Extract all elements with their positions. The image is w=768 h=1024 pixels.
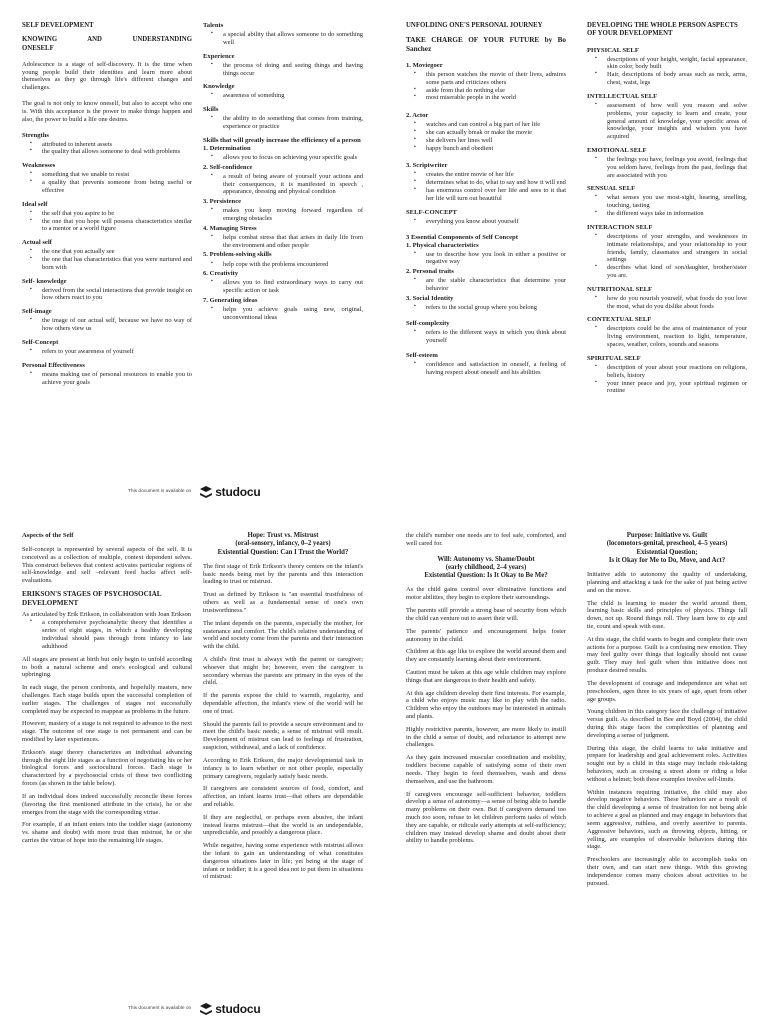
list-item: ▪ are the stable characteristics that determine your behavior <box>406 277 566 293</box>
section-title: UNFOLDING ONE'S PERSONAL JOURNEY <box>406 22 543 29</box>
column-trust-vs-mistrust <box>203 532 363 886</box>
block-heading: Personal Effectiveness <box>22 361 85 369</box>
block-heading: Self-image <box>22 308 52 316</box>
paragraph: Within instances requiring initiative, the child may also develop negative behaviors. These behaviors are a result of the child developing a sense of frustration for not being able to achieve a goal as planned and may engage in behaviors that seem aggressive, ruthless, and overly assertive to parents. Aggressive behaviors, such as throwing objects, hitting, or yelling, are examples of observable behaviors during this stage. <box>587 788 747 851</box>
skill-4-block <box>203 225 363 250</box>
block-heading: 1. Moviegoer <box>406 61 443 69</box>
knowledge-block <box>203 83 363 100</box>
block-heading: 5. Problem-solving skills <box>203 251 272 259</box>
studocu-footer <box>128 1002 260 1017</box>
list-item: ▪ refers to your awareness of yourself <box>22 348 192 356</box>
actor-block <box>406 112 566 152</box>
paragraph: At this age children develop their first interests. For example, a child who enjoys music may like to play with the radio. Children who enjoy the outdoors may be interested in animals and plants. <box>406 689 566 721</box>
stage-age: (locomotors-genital, preschool, 4–5 years) <box>606 540 728 548</box>
block-heading: Experience <box>203 52 235 60</box>
component-2-block <box>406 268 566 293</box>
list-item: ▪ the feelings you have, feelings you avoid, feelings that you seldom have, feelings from the past, feelings that are associated with you <box>587 156 747 179</box>
list-item: ▪ how do you nourish yourself, what foods do you love the most, what do you dislike about foods <box>587 295 747 311</box>
block-heading: Self-esteem <box>406 352 438 360</box>
paragraph: The child is learning to master the world around them, learning basic skills and principles of physics. Things fall down, not up. Round things roll. They learn how to zip and tie, count and speak with ease. <box>587 599 747 630</box>
list-item: ▪ confidence and satisfaction in oneself, a feeling of having respect about oneself and his abilities <box>406 361 566 377</box>
talents-block <box>203 22 363 47</box>
paragraph: Trust as defined by Erikson is "an essential trustfulness of others as well as a fundamental sense of one's own trustworthiness." <box>203 591 363 614</box>
personal-effectiveness-block <box>22 362 192 387</box>
section-subtitle: TAKE CHARGE OF YOUR FUTURE by Bo Sanchez <box>406 36 566 54</box>
paragraph: The parents still provide a strong base of security from which the child can venture out to assert their will. <box>406 607 566 622</box>
scriptwriter-block <box>406 162 566 202</box>
block-heading: 1. Physical characteristics <box>406 241 479 249</box>
nutritional-self-block <box>587 286 747 311</box>
list-item: ▪ allows you to focus on achieving your specific goals <box>203 154 363 162</box>
paragraph: If caregivers are consistent sources of food, comfort, and affection, an infant learns trust—that others are dependable and reliable. <box>203 785 363 808</box>
paragraph: As the child gains control over eliminative functions and motor abilities, they begin to explore their surroundings. <box>406 586 566 602</box>
block-heading: Self-Concept <box>22 338 59 346</box>
block-heading: SPIRITUAL SELF <box>587 354 641 362</box>
block-heading: Talents <box>203 22 224 29</box>
list-item: ▪ the one that has characteristics that you were nurtured and born with <box>22 256 192 272</box>
moviegoer-block <box>406 62 566 102</box>
erikson-heading: ERIKSON'S STAGES OF PSYCHOSOCIAL DEVELOPMENT <box>22 590 162 607</box>
list-item: ▪ derived from the social interactions that provide insight on how others react to you <box>22 287 192 303</box>
ideal-self-block <box>22 201 192 233</box>
list-item: ▪ Hair, descriptions of body areas such as neck, arms, chest, waist, legs <box>587 71 747 87</box>
block-heading: PHYSICAL SELF <box>587 46 639 54</box>
list-item: ▪ a comprehensive psychoanalytic theory that identifies a series of eight stages, in which a healthy developing individual should pass through from infancy to late adulthood <box>22 619 192 650</box>
list-item: ▪ awareness of something <box>203 92 363 100</box>
list-item: ▪ creates the entire movie of her life <box>406 171 566 179</box>
list-item: ▪ she delivers her lines well <box>406 137 566 145</box>
list-item: ▪ aside from that do nothing else <box>406 87 566 95</box>
stage-age: (early childhood, 2–4 years) <box>445 563 527 571</box>
sensual-self-block <box>587 185 747 217</box>
paragraph: Initiative adds to autonomy the quality of undertaking, planning and attacking a task for the sake of just being active and on the move. <box>587 571 747 594</box>
paragraph: In each stage, the person confronts, and hopefully masters, new challenges. Each stage builds upon the successful completion of earlier stages. The challenges of stages not successfully completed may be expected to reappear as problems in the future. <box>22 684 192 715</box>
block-heading: 3. Social Identity <box>406 294 454 302</box>
studocu-wordmark: studocu <box>215 1002 261 1016</box>
paragraph: The development of courage and independence are what set preschoolers, ages three to six years of age, apart from other age groups. <box>587 679 747 703</box>
skill-2-block <box>203 164 363 196</box>
list-item: ▪ happy bunch and obedient <box>406 145 566 153</box>
paragraph: Self-concept is represented by several aspects of the self. It is conceived as a collection of multiple, context dependent selves. This construct believes that context activates particular regions of self-knowledge and self –relevant feed backs affect self-evaluations. <box>22 546 192 585</box>
studocu-logo-icon <box>199 486 213 498</box>
block-heading: 2. Personal traits <box>406 268 454 276</box>
paragraph: While negative, having some experience with mistrust allows the infant to gain an understanding of what constitutes dangerous situations later in life; yet being at the stage of infant or toddler; it is a good idea not to put them in situations of mistrust: <box>203 842 363 881</box>
efficiency-heading: Skills that will greatly increase the efficiency of a person <box>203 136 361 144</box>
list-item: ▪ a special ability that allows someone to do something well <box>203 31 363 47</box>
components-heading: 3 Essential Components of Self Concept <box>406 233 518 241</box>
paragraph: The parents' patience and encouragement helps foster autonomy in the child. <box>406 627 566 643</box>
studocu-logo-icon <box>199 1003 213 1015</box>
block-heading: Weaknesses <box>22 162 56 170</box>
list-item: ▪ what senses you use most-sight, hearing, smelling, touching, tasting <box>587 194 747 210</box>
list-item: ▪ the one that you hope will possess characteristics similar to a mentor or a world figure <box>22 218 192 234</box>
existential-question: Existential Question: Is It Okay to Be Me? <box>424 572 548 580</box>
paragraph: The infant depends on the parents, especially the mother, for sustenance and comfort. The child's relative understanding of world and society come from the parents and their interaction with the child. <box>203 619 363 651</box>
list-item: ▪ a result of being aware of yourself your actions and their consequences, it is manifested in speech , appearance, dressing and physical condition <box>203 173 363 196</box>
list-item: ▪ your inner peace and joy, your spiritual regimen or routine <box>587 380 747 396</box>
block-heading: NUTRITIONAL SELF <box>587 285 653 293</box>
paragraph: According to Erik Erikson, the major developmental task in infancy is to learn whether or not other people, especially primary caregivers, regularly satisfy basic needs. <box>203 756 363 780</box>
list-item: ▪ watches and can control a big part of her life <box>406 121 566 129</box>
list-item: ▪ most miserable people in the world <box>406 94 566 102</box>
column-aspects-of-self <box>22 532 192 850</box>
skill-3-block <box>203 198 363 223</box>
paragraph: Caution must be taken at this age while children may explore things that are dangerous to their health and safety. <box>406 668 566 684</box>
list-item: ▪ a quality that prevents someone from being useful or effective <box>22 179 192 195</box>
existential-question: Is it Okay for Me to Do, Move, and Act? <box>608 556 726 564</box>
block-heading: Skills <box>203 106 219 114</box>
physical-self-block <box>587 47 747 87</box>
self-complexity-block <box>406 320 566 345</box>
block-heading: Self-complexity <box>406 319 450 327</box>
block-heading: 2. Self-confidence <box>203 163 253 171</box>
list-item: ▪ this person watches the movie of their lives, admires some parts and criticizes others <box>406 71 566 87</box>
list-item: ▪ makes you keep moving forward regardless of emerging obstacles <box>203 207 363 223</box>
list-item: ▪ the image of our actual self, because we have no way of how others view us <box>22 317 192 333</box>
list-item: ▪ descriptors could be the area of maintenance of your living environment, reaction to light, temperature, spaces, weather, colors, sounds and seasons <box>587 325 747 348</box>
column-autonomy-vs-shame <box>406 532 566 850</box>
paragraph: The first stage of Erik Erikson's theory centers on the infant's basic needs being met by the parents and this interaction leading to trust or mistrust. <box>203 562 363 586</box>
list-item: ▪ helps combat stress that that arises in daily life from the environment and other people <box>203 234 363 250</box>
self-concept-block <box>406 209 566 226</box>
list-item: ▪ has enormous control over her life and sees to it that her life will turn out beautiful <box>406 187 566 203</box>
paragraph: A child's first trust is always with the parent or caregiver; whoever that might be; however, even the caregiver is secondary whereas the parents are primary in the eyes of the child. <box>203 655 363 687</box>
studocu-logo[interactable] <box>199 485 260 500</box>
self-knowledge-block <box>22 278 192 303</box>
spiritual-self-block <box>587 355 747 395</box>
studocu-footer <box>128 485 260 500</box>
list-item: ▪ description of your about your reactions on religions, beliefs, history <box>587 364 747 380</box>
stage-heading: Purpose: Initiative vs. Guilt <box>626 532 708 539</box>
section-title: DEVELOPING THE WHOLE PERSON ASPECTS OF YOUR DEVELOPMENT <box>587 22 738 38</box>
list-item: ▪ describes what kind of son/daughter, brother/sister you are. <box>587 264 747 280</box>
paragraph: If they are neglectful, or perhaps even abusive, the infant instead learns mistrust—that the world is an undependable, unpredictable, and possibly a dangerous place. <box>203 813 363 837</box>
list-item: ▪ everything you know about yourself <box>406 218 566 226</box>
list-item: ▪ assessment of how well you reason and solve problems, your capacity to learn and create, your general amount of knowledge, your specific areas of knowledge, your insights and wisdom you have acquired <box>587 102 747 141</box>
block-heading: INTELLECTUAL SELF <box>587 92 658 100</box>
block-heading: 4. Managing Stress <box>203 224 257 232</box>
paragraph: As they gain increased muscular coordination and mobility, toddlers become capable of satisfying some of their own needs. They begin to feed themselves, wash and dress themselves, and use the bathroom. <box>406 754 566 785</box>
block-heading: 7. Generating ideas <box>203 296 258 304</box>
block-heading: 3. Persistence <box>203 198 242 206</box>
list-item: ▪ means making use of personal resources to enable you to achieve your goals <box>22 371 192 387</box>
paragraph: If the parents expose the child to warmth, regularity, and dependable affection, the infant's view of the world will be one of trust. <box>203 692 363 715</box>
studocu-logo[interactable] <box>199 1002 260 1017</box>
paragraph: The goal is not only to know oneself, but also to accept who one is. With this acceptance is the power to make things happen and also, the power to build a life one desires. <box>22 100 192 123</box>
skill-1-block <box>203 145 363 162</box>
document-page-2 <box>0 512 768 1024</box>
list-item: ▪ help cope with the problems encountered <box>203 261 363 269</box>
block-heading: Ideal self <box>22 200 48 208</box>
component-1-block <box>406 242 566 267</box>
self-esteem-block <box>406 352 566 377</box>
paragraph: Preschoolers are increasingly able to accomplish tasks on their own, and can start new things. With this growing independence comes many choices about activities to be pursued. <box>587 856 747 887</box>
list-item: ▪ helps you achieve goals using new, original, unconventional ideas <box>203 306 363 322</box>
block-heading: INTERACTION SELF <box>587 223 653 231</box>
skill-7-block <box>203 297 363 322</box>
paragraph: Highly restrictive parents, however, are more likely to instill in the child a sense of doubt, and reluctance to attempt new challenges. <box>406 725 566 749</box>
stage-heading: Hope: Trust vs. Mistrust <box>247 532 319 539</box>
list-item: ▪ the quality that allows someone to deal with problems <box>22 148 192 156</box>
list-item: ▪ descriptions of your height, weight, facial appearance, skin color, body built <box>587 56 747 72</box>
list-item: ▪ the different ways take in information <box>587 210 747 218</box>
skill-6-block <box>203 270 363 295</box>
stage-heading: Will: Autonomy vs. Shame/Doubt <box>437 555 535 563</box>
block-heading: EMOTIONAL SELF <box>587 146 647 154</box>
list-item: ▪ the self that you aspire to be <box>22 210 192 218</box>
paragraph: Should the parents fail to provide a secure environment and to meet the child's basic needs; a sense of mistrust will result. Development of mistrust can lead to feelings of frustration, suspicion, withdrawal, and a lack of confidence. <box>203 720 363 752</box>
block-heading: SELF-CONCEPT <box>406 208 457 216</box>
list-item: ▪ use to describe how you look in either a positive or negative way <box>406 251 566 267</box>
paragraph: Adolescence is a stage of self-discovery. It is the time when young people build their identities and learn more about themselves as they go through life's different changes and challenges. <box>22 60 192 92</box>
stage-age: (oral-sensory, infancy, 0–2 years) <box>235 540 331 548</box>
block-heading: 6. Creativity <box>203 270 239 278</box>
emotional-self-block <box>587 147 747 179</box>
section-title: Aspects of the Self <box>22 532 74 539</box>
section-title: SELF DEVELOPMENT <box>22 22 94 29</box>
column-self-development <box>22 22 192 392</box>
list-item: ▪ the one that you actually see <box>22 248 192 256</box>
paragraph: During this stage, the child learns to take initiative and prepare for leadership and goal achievement roles. Activities sought out by a child in this stage may include risk-taking behaviors, such as crossing a street alone or riding a bike without a helmet; both these examples involve self-limits. <box>587 744 747 783</box>
paragraph: All stages are present at birth but only begin to unfold according to both a natural scheme and one's ecological and cultural upbringing. <box>22 655 192 679</box>
availability-note: This document is available on <box>128 489 192 495</box>
column-talents-skills <box>203 22 363 324</box>
block-heading: 1. Determination <box>203 144 251 152</box>
paragraph: At this stage, the child wants to begin and complete their own actions for a purpose. Guilt is a confusing new emotion. They may feel guilty over things that logically should not cause guilt. They may feel guilt when this initiative does not produce desired results. <box>587 635 747 675</box>
list-item: ▪ attributed to inherent assets <box>22 141 192 149</box>
experience-block <box>203 53 363 78</box>
block-heading: Strengths <box>22 131 49 139</box>
block-heading: Self- knowledge <box>22 277 67 285</box>
paragraph: If caregivers encourage self-sufficient behavior, toddlers develop a sense of autonomy—a sense of being able to handle many problems on their own. But if caregivers demand too much too soon, refuse to let children perform tasks of which they are capable, or ridicule early attempts at self-sufficiency; children may instead develop shame and doubt about their ability to handle problems. <box>406 790 566 845</box>
list-item: ▪ the ability to do something that comes from training, experience or practice <box>203 115 363 131</box>
column-personal-journey <box>406 22 566 383</box>
block-heading: SENSUAL SELF <box>587 185 636 193</box>
contextual-self-block <box>587 316 747 348</box>
paragraph: For example, if an infant enters into the toddler stage (autonomy vs. shame and doubt) with more trust than mistrust, he or she carries the virtue of hope into the remaining life stages. <box>22 821 192 844</box>
paragraph: As articulated by Erik Erikson, in collaboration with Joan Erikson <box>22 610 191 618</box>
block-heading: 3. Scriptwriter <box>406 162 448 170</box>
skills-block <box>203 106 363 131</box>
self-image-block <box>22 308 192 333</box>
list-item: ▪ she can actually break or make the movie <box>406 129 566 137</box>
block-heading: 2. Actor <box>406 112 429 120</box>
paragraph: Young children in this category face the challenge of initiative versus guilt. As described in Bee and Boyd (2004), the child during this stage faces the complexities of planning and developing a sense of judgment. <box>587 708 747 739</box>
actual-self-block <box>22 239 192 271</box>
self-concept-block <box>22 339 192 356</box>
column-whole-person <box>587 22 747 401</box>
list-item: ▪ refers to the different ways in which you think about yourself <box>406 329 566 345</box>
interaction-self-block <box>587 224 747 280</box>
paragraph: If an individual does indeed successfully reconcile these forces (favoring the first mentioned attribute in the crisis), he or she emerges from the stage with the corresponding virtue. <box>22 792 192 816</box>
list-item: ▪ refers to the social group where you belong <box>406 304 566 312</box>
studocu-wordmark: studocu <box>215 485 261 499</box>
strengths-block <box>22 132 192 157</box>
section-subtitle: KNOWING AND UNDERSTANDING ONESELF <box>22 36 192 52</box>
list-item: ▪ something that we unable to resist <box>22 171 192 179</box>
intellectual-self-block <box>587 93 747 141</box>
paragraph: Children at this age like to explore the world around them and they are constantly learning about their environment. <box>406 648 566 664</box>
existential-question: Existential Question: Can I Trust the World? <box>217 548 349 556</box>
list-item: ▪ the process of doing and seeing things and having things occur <box>203 62 363 78</box>
skill-5-block <box>203 251 363 268</box>
list-item: ▪ descriptions of your strengths, and weaknesses in intimate relationships, and your relationship to your friends, family, classmates and strangers in social settings <box>587 233 747 264</box>
availability-note: This document is available on <box>128 1006 192 1012</box>
block-heading: Knowledge <box>203 83 235 91</box>
paragraph: Erikson's stage theory characterizes an individual advancing through the eight life stages as a function of negotiating his or her biological forces and sociocultural forces. Each stage is characterized by a psychosocial crisis of these two conflicting forces (as shown in the table below). <box>22 748 192 788</box>
component-3-block <box>406 295 566 312</box>
paragraph: the child's number one needs are to feel safe, comforted, and well cared for. <box>406 532 566 547</box>
list-item: ▪ determines what to do, what to say and how it will end <box>406 179 566 187</box>
weaknesses-block <box>22 162 192 194</box>
paragraph: However, mastery of a stage is not required to advance to the next stage. The outcome of one stage is not permanent and can be modified by later experiences. <box>22 720 192 744</box>
list-item: ▪ allows you to find extraordinary ways to carry out specific action or task <box>203 279 363 295</box>
block-heading: CONTEXTUAL SELF <box>587 316 652 324</box>
column-initiative-vs-guilt <box>587 532 747 892</box>
block-heading: Actual self <box>22 239 52 247</box>
existential-question-label: Existential Question; <box>636 548 698 556</box>
